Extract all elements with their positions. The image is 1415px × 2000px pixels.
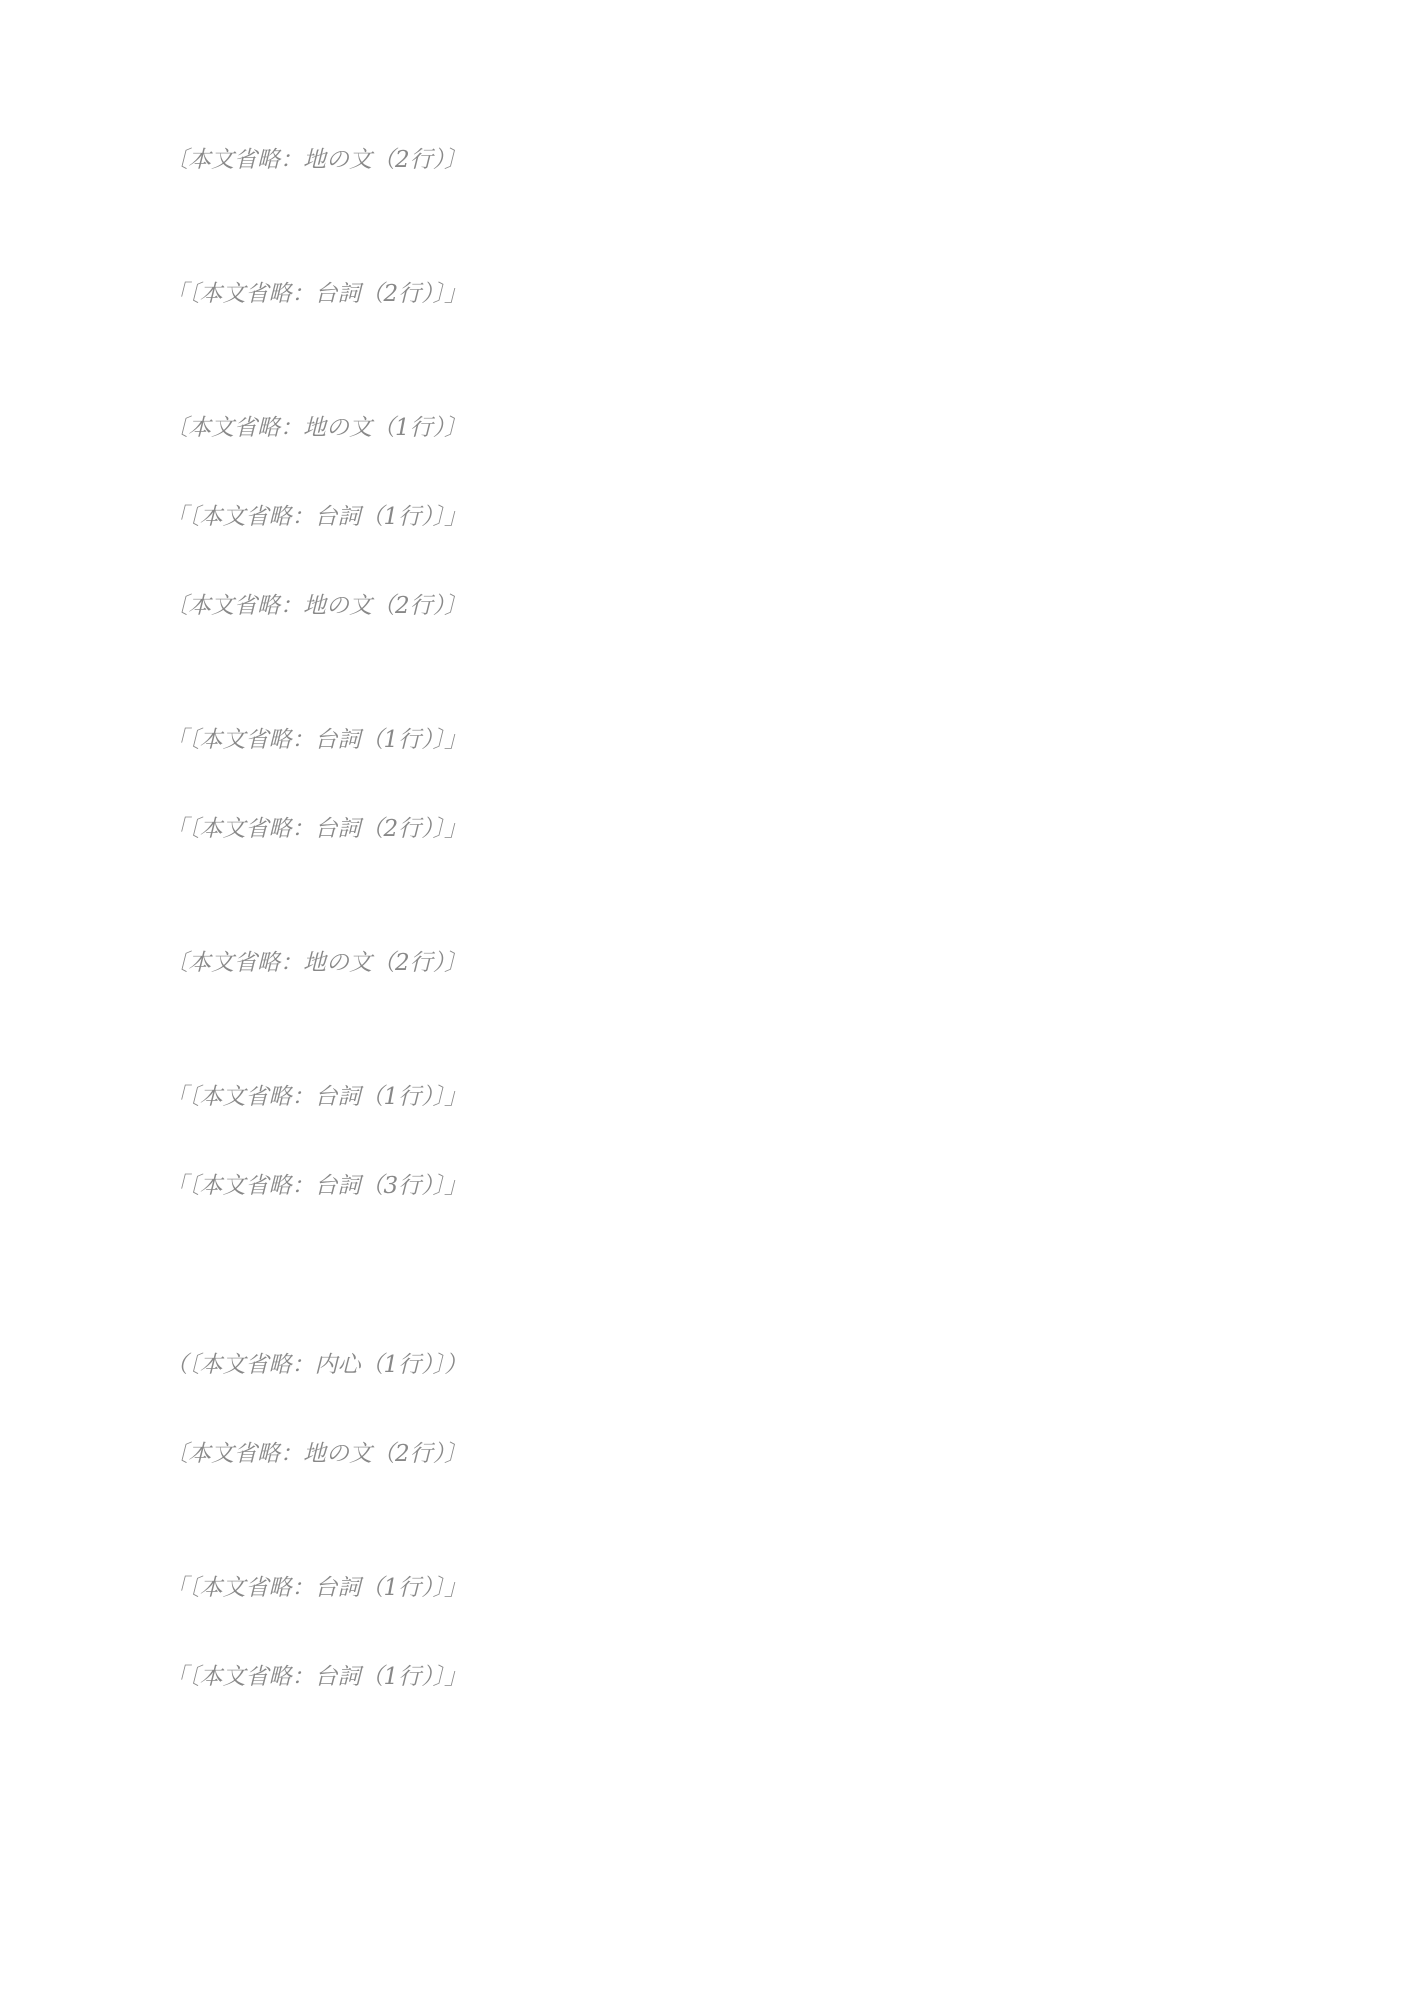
paragraph-narration: 〔本文省略：地の文（2行）〕: [165, 147, 468, 173]
paragraph-dialogue: 「〔本文省略：台詞（1行）〕」: [165, 727, 468, 753]
prose-text-block: [165, 138, 940, 1744]
paragraph-narration: 〔本文省略：地の文（2行）〕: [165, 1441, 468, 1467]
paragraph-dialogue: 「〔本文省略：台詞（1行）〕」: [165, 1575, 468, 1601]
paragraph-narration: 〔本文省略：地の文（2行）〕: [165, 593, 468, 619]
paragraph-dialogue: 「〔本文省略：台詞（1行）〕」: [165, 1084, 468, 1110]
paragraph-dialogue: 「〔本文省略：台詞（2行）〕」: [165, 816, 468, 842]
paragraph-thought: （〔本文省略：内心（1行）〕）: [165, 1352, 468, 1378]
paragraph-dialogue: 「〔本文省略：台詞（1行）〕」: [165, 504, 468, 530]
paragraph-dialogue: 「〔本文省略：台詞（3行）〕」: [165, 1173, 468, 1199]
paragraph-narration: 〔本文省略：地の文（2行）〕: [165, 950, 468, 976]
paragraph-dialogue: 「〔本文省略：台詞（1行）〕」: [165, 1664, 468, 1690]
paragraph-narration: 〔本文省略：地の文（1行）〕: [165, 415, 468, 441]
paragraph-dialogue: 「〔本文省略：台詞（2行）〕」: [165, 281, 468, 307]
